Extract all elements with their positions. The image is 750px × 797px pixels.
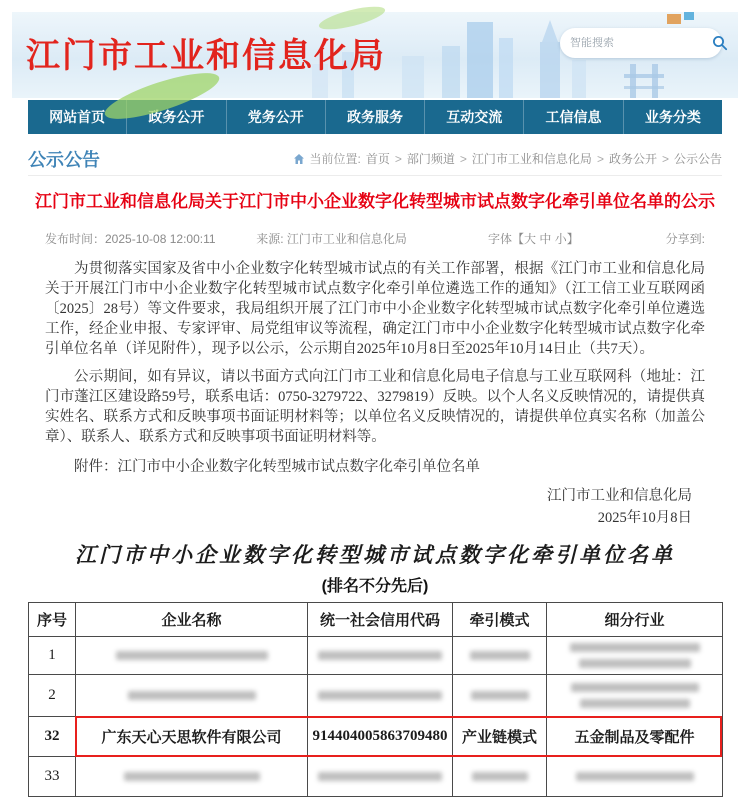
table-title: 江门市中小企业数字化转型城市试点数字化牵引单位名单 — [75, 543, 675, 567]
industry-cell: 五金制品及零配件 — [547, 717, 723, 757]
redacted-cell — [547, 757, 723, 797]
row-no: 1 — [29, 637, 76, 675]
table-row — [29, 637, 723, 675]
publish-time: 发布时间：2025-10-08 12:00:11 — [45, 232, 216, 246]
redacted-cell — [308, 637, 453, 675]
search-icon[interactable] — [712, 35, 728, 51]
article-title: 江门市工业和信息化局关于江门市中小企业数字化转型城市试点数字化牵引单位名单的公示 — [35, 192, 715, 211]
search-box[interactable] — [560, 28, 722, 58]
paragraph: 为贯彻落实国家及省中小企业数字化转型城市试点的有关工作部署，根据《江门市工业和信息化局关于开展江门市中小企业数字化转型城市试点数字化牵引单位遴选工作的通知》（江工信工业互联网函〔2025〕28号）等文件要求，我局组织开展了江门市中小企业数字化转型城市试点数字化牵引单位遴选工作，经企业申报、专家评审、局党组审议等流程，确定江门市中小企业数字化转型城市试点数字化牵引单位名单（详见附件），现予以公示，公示期自2025年10月8日至2025年10月14日止（共7天）。 — [45, 261, 705, 357]
breadcrumb-item-channel[interactable]: 部门频道 — [406, 152, 455, 166]
col-header-no: 序号 — [29, 603, 76, 637]
breadcrumb — [293, 150, 722, 167]
site-banner — [12, 12, 738, 98]
nav-item-party-info[interactable]: 党务公开 — [226, 100, 325, 134]
breadcrumb-separator: > — [596, 151, 604, 166]
font-size-control[interactable]: 字体【大 中 小】 — [488, 232, 579, 246]
article-meta — [45, 230, 705, 247]
redacted-cell — [453, 675, 547, 717]
table-row — [29, 675, 723, 717]
home-icon — [293, 153, 305, 165]
row-no: 32 — [29, 717, 76, 757]
redacted-cell — [547, 675, 723, 717]
signature-date: 2025年10月8日 — [597, 510, 692, 526]
redacted-cell — [547, 637, 723, 675]
nav-item-business[interactable]: 业务分类 — [623, 100, 722, 134]
redacted-cell — [308, 675, 453, 717]
nav-item-home[interactable]: 网站首页 — [49, 109, 106, 125]
col-header-industry: 细分行业 — [547, 603, 723, 637]
share-label: 分享到: — [665, 232, 705, 246]
article-body — [0, 259, 750, 477]
col-header-code: 统一社会信用代码 — [308, 603, 453, 637]
breadcrumb-item-gov[interactable]: 政务公开 — [608, 152, 657, 166]
col-header-mode: 牵引模式 — [453, 603, 547, 637]
col-header-company: 企业名称 — [76, 603, 308, 637]
nav-item-gov-service[interactable]: 政务服务 — [325, 100, 424, 134]
row-no: 33 — [29, 757, 76, 797]
table-subtitle: (排名不分先后) — [321, 578, 429, 595]
redacted-cell — [76, 675, 308, 717]
breadcrumb-item-bureau[interactable]: 江门市工业和信息化局 — [471, 152, 592, 166]
signature-block — [0, 485, 692, 529]
nav-item-interaction[interactable]: 互动交流 — [424, 100, 523, 134]
breadcrumb-separator: > — [394, 151, 402, 166]
nav-item-gov-info[interactable]: 政务公开 — [126, 100, 225, 134]
row-no: 2 — [29, 675, 76, 717]
attachment-link[interactable]: 附件：江门市中小企业数字化转型城市试点数字化牵引单位名单 — [74, 459, 480, 475]
page-section-title: 公示公告 — [28, 149, 100, 170]
article-source: 来源: 江门市工业和信息化局 — [256, 232, 407, 246]
redacted-cell — [453, 757, 547, 797]
site-title: 江门市工业和信息化局 — [26, 37, 386, 75]
breadcrumb-row — [28, 142, 722, 176]
nav-item-it-info[interactable]: 工信信息 — [523, 100, 622, 134]
table-header-row — [29, 603, 723, 637]
paragraph: 公示期间，如有异议，请以书面方式向江门市工业和信息化局电子信息与工业互联网科（地址：江门市蓬江区建设路59号，联系电话：0750-3279722、3279819）反映。以个人名义反映情况的，请提供真实姓名、联系方式和反映事项书面证明材料等；以单位名义反映情况的，请提供单位真实名称（加盖公章）、联系人、联系方式和反映事项书面证明材料等。 — [45, 369, 705, 445]
breadcrumb-item-home[interactable]: 首页 — [365, 152, 390, 166]
table-row — [29, 757, 723, 797]
redacted-cell — [76, 757, 308, 797]
redacted-cell — [453, 637, 547, 675]
signature-org: 江门市工业和信息化局 — [547, 488, 692, 504]
breadcrumb-location-label: 当前位置: — [309, 152, 361, 166]
redacted-cell — [308, 757, 453, 797]
code-cell: 914404005863709480 — [308, 717, 453, 757]
breadcrumb-separator: > — [661, 151, 669, 166]
units-table-wrap — [28, 602, 722, 797]
breadcrumb-item-notice[interactable]: 公示公告 — [673, 152, 722, 166]
table-row-highlighted — [29, 717, 723, 757]
units-table — [28, 602, 723, 797]
mode-cell: 产业链模式 — [453, 717, 547, 757]
breadcrumb-separator: > — [459, 151, 467, 166]
search-input[interactable] — [570, 37, 712, 49]
company-cell: 广东天心天思软件有限公司 — [76, 717, 308, 757]
redacted-cell — [76, 637, 308, 675]
